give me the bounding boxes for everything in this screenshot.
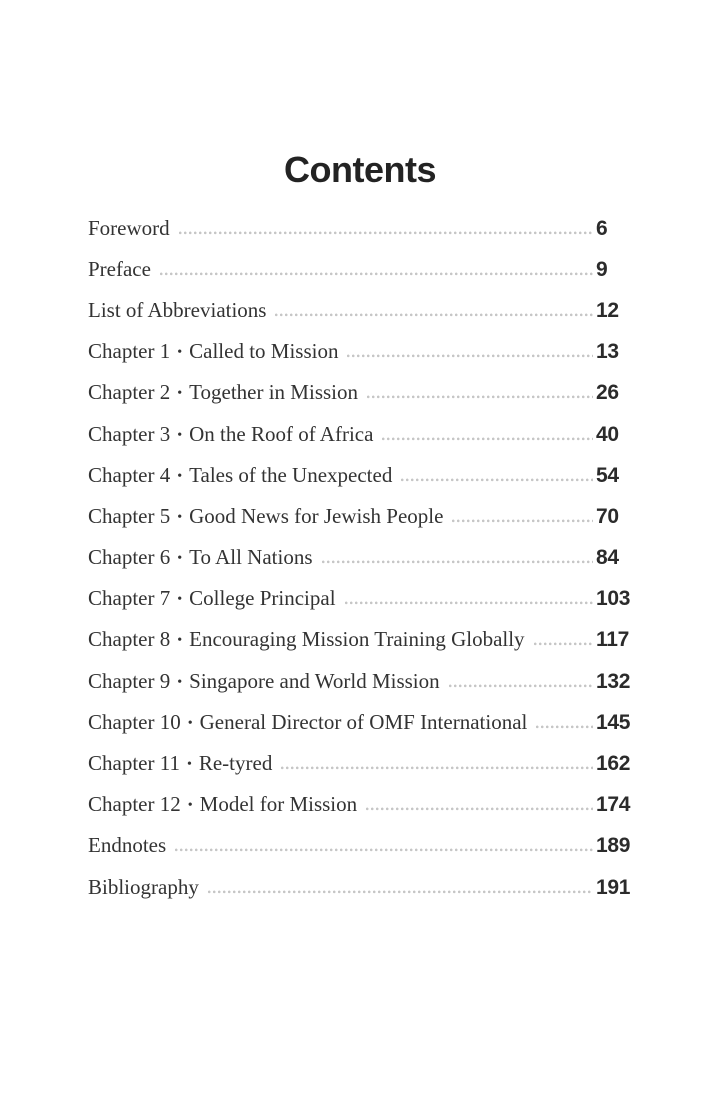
dotted-leader: [449, 684, 593, 688]
toc-entry-label: [88, 833, 166, 858]
toc-entry-label: [88, 216, 170, 241]
toc-entry-label-main: Chapter 4: [88, 462, 171, 487]
bullet-separator-icon: •: [177, 674, 183, 690]
toc-entry: [88, 380, 632, 421]
dotted-leader: [452, 519, 593, 523]
dotted-leader: [534, 642, 593, 646]
toc-entry-page-number: 70: [596, 504, 619, 528]
bullet-separator-icon: •: [177, 551, 183, 567]
toc-entry-chapter-title: To All Nations: [189, 545, 313, 570]
toc-entry-page-number: 174: [596, 793, 631, 817]
dotted-leader: [208, 890, 593, 894]
bullet-separator-icon: •: [177, 509, 183, 525]
toc-entry-label: [88, 751, 272, 776]
dotted-leader: [366, 807, 593, 811]
dotted-leader: [367, 395, 593, 399]
dotted-leader: [347, 354, 593, 358]
toc-entry-page-number: 145: [596, 710, 631, 734]
toc-entry: [88, 751, 632, 792]
dotted-leader: [401, 478, 593, 482]
toc-entry: [88, 298, 632, 339]
dotted-leader: [160, 272, 593, 276]
toc-entry-page-number: 132: [596, 669, 631, 693]
toc-entry-page-number: 9: [596, 257, 608, 281]
toc-entry-label: [88, 792, 357, 817]
bullet-separator-icon: •: [177, 345, 183, 361]
toc-entry-page-number: 40: [596, 422, 619, 446]
bullet-separator-icon: •: [187, 798, 193, 814]
toc-entry: [88, 422, 632, 463]
toc-entry-label: [88, 669, 440, 694]
toc-entry-label: [88, 380, 358, 405]
bullet-separator-icon: •: [186, 757, 192, 773]
toc-entry: [88, 216, 632, 257]
toc-entry-label-main: Preface: [88, 256, 151, 281]
toc-entry-page-number: 12: [596, 298, 619, 322]
toc-entry: [88, 710, 632, 751]
dotted-leader: [322, 560, 593, 564]
toc-entry-label-main: Chapter 10: [88, 709, 181, 734]
toc-entry-label: [88, 504, 443, 529]
toc-entry: [88, 875, 632, 916]
toc-entry: [88, 627, 632, 668]
toc-entry-label-main: Chapter 7: [88, 586, 171, 611]
toc-entry: [88, 586, 632, 627]
dotted-leader: [281, 766, 593, 770]
toc-entry-label-main: Chapter 12: [88, 792, 181, 817]
toc-entry: [88, 545, 632, 586]
bullet-separator-icon: •: [177, 427, 183, 443]
dotted-leader: [345, 601, 593, 605]
toc-entry-chapter-title: Re-tyred: [198, 751, 273, 776]
bullet-separator-icon: •: [177, 592, 183, 608]
bullet-separator-icon: •: [177, 633, 183, 649]
toc-entry-page-number: 117: [596, 628, 629, 652]
toc-entry-page-number: 6: [596, 216, 608, 240]
toc-entry-page-number: 13: [596, 340, 619, 364]
toc-entry-label-main: Chapter 3: [88, 421, 171, 446]
toc-entry-label: [88, 463, 392, 488]
bullet-separator-icon: •: [177, 468, 183, 484]
toc-entry-chapter-title: General Director of OMF International: [199, 709, 528, 734]
toc-entry-label-main: Chapter 9: [88, 668, 171, 693]
toc-entry-label: [88, 257, 151, 282]
page-title: Contents: [284, 149, 436, 190]
toc-entry-page-number: 54: [596, 463, 619, 487]
toc-entry-label: [88, 586, 336, 611]
toc-entry-label-main: Chapter 11: [88, 751, 180, 776]
dotted-leader: [536, 725, 593, 729]
dotted-leader: [179, 231, 593, 235]
toc-entry: [88, 339, 632, 380]
toc-entry: [88, 257, 632, 298]
toc-entry-label-main: Endnotes: [88, 833, 167, 858]
toc-entry-label: [88, 627, 525, 652]
toc-entry-chapter-title: Model for Mission: [199, 792, 358, 817]
toc-entry-chapter-title: Tales of the Unexpected: [189, 462, 393, 487]
toc-entry-chapter-title: Encouraging Mission Training Globally: [189, 627, 525, 652]
toc-entry-label: [88, 298, 266, 323]
toc-entry-label-main: List of Abbreviations: [88, 297, 267, 322]
toc-entry-label-main: Foreword: [88, 215, 170, 240]
toc-entry-page-number: 189: [596, 834, 631, 858]
toc-entry: [88, 792, 632, 833]
toc-entry-chapter-title: College Principal: [189, 586, 336, 611]
toc-entry-chapter-title: On the Roof of Africa: [189, 421, 374, 446]
toc-entry-label-main: Chapter 5: [88, 503, 171, 528]
dotted-leader: [275, 313, 593, 317]
toc-list: [88, 216, 632, 916]
bullet-separator-icon: •: [177, 386, 183, 402]
toc-entry-label-main: Chapter 8: [88, 627, 171, 652]
toc-entry-page-number: 26: [596, 381, 619, 405]
toc-entry-label: [88, 545, 313, 570]
dotted-leader: [382, 437, 593, 441]
toc-entry-page-number: 84: [596, 546, 619, 570]
toc-entry-label-main: Chapter 6: [88, 545, 171, 570]
toc-entry: [88, 463, 632, 504]
toc-entry: [88, 669, 632, 710]
toc-entry-chapter-title: Good News for Jewish People: [189, 503, 444, 528]
dotted-leader: [175, 848, 593, 852]
toc-entry-label: [88, 710, 527, 735]
toc-entry-page-number: 103: [596, 587, 631, 611]
toc-entry: [88, 504, 632, 545]
bullet-separator-icon: •: [187, 715, 193, 731]
toc-entry-chapter-title: Together in Mission: [189, 380, 358, 405]
toc-entry-page-number: 191: [596, 875, 631, 899]
toc-entry-label-main: Chapter 2: [88, 380, 171, 405]
toc-entry-label: [88, 875, 199, 900]
toc-entry-page-number: 162: [596, 752, 631, 776]
toc-entry-label: [88, 422, 373, 447]
toc-entry-label: [88, 339, 338, 364]
toc-entry-chapter-title: Called to Mission: [189, 339, 339, 364]
toc-entry-label-main: Bibliography: [88, 874, 199, 899]
toc-entry-label-main: Chapter 1: [88, 339, 171, 364]
toc-entry: [88, 833, 632, 874]
toc-entry-chapter-title: Singapore and World Mission: [189, 668, 440, 693]
